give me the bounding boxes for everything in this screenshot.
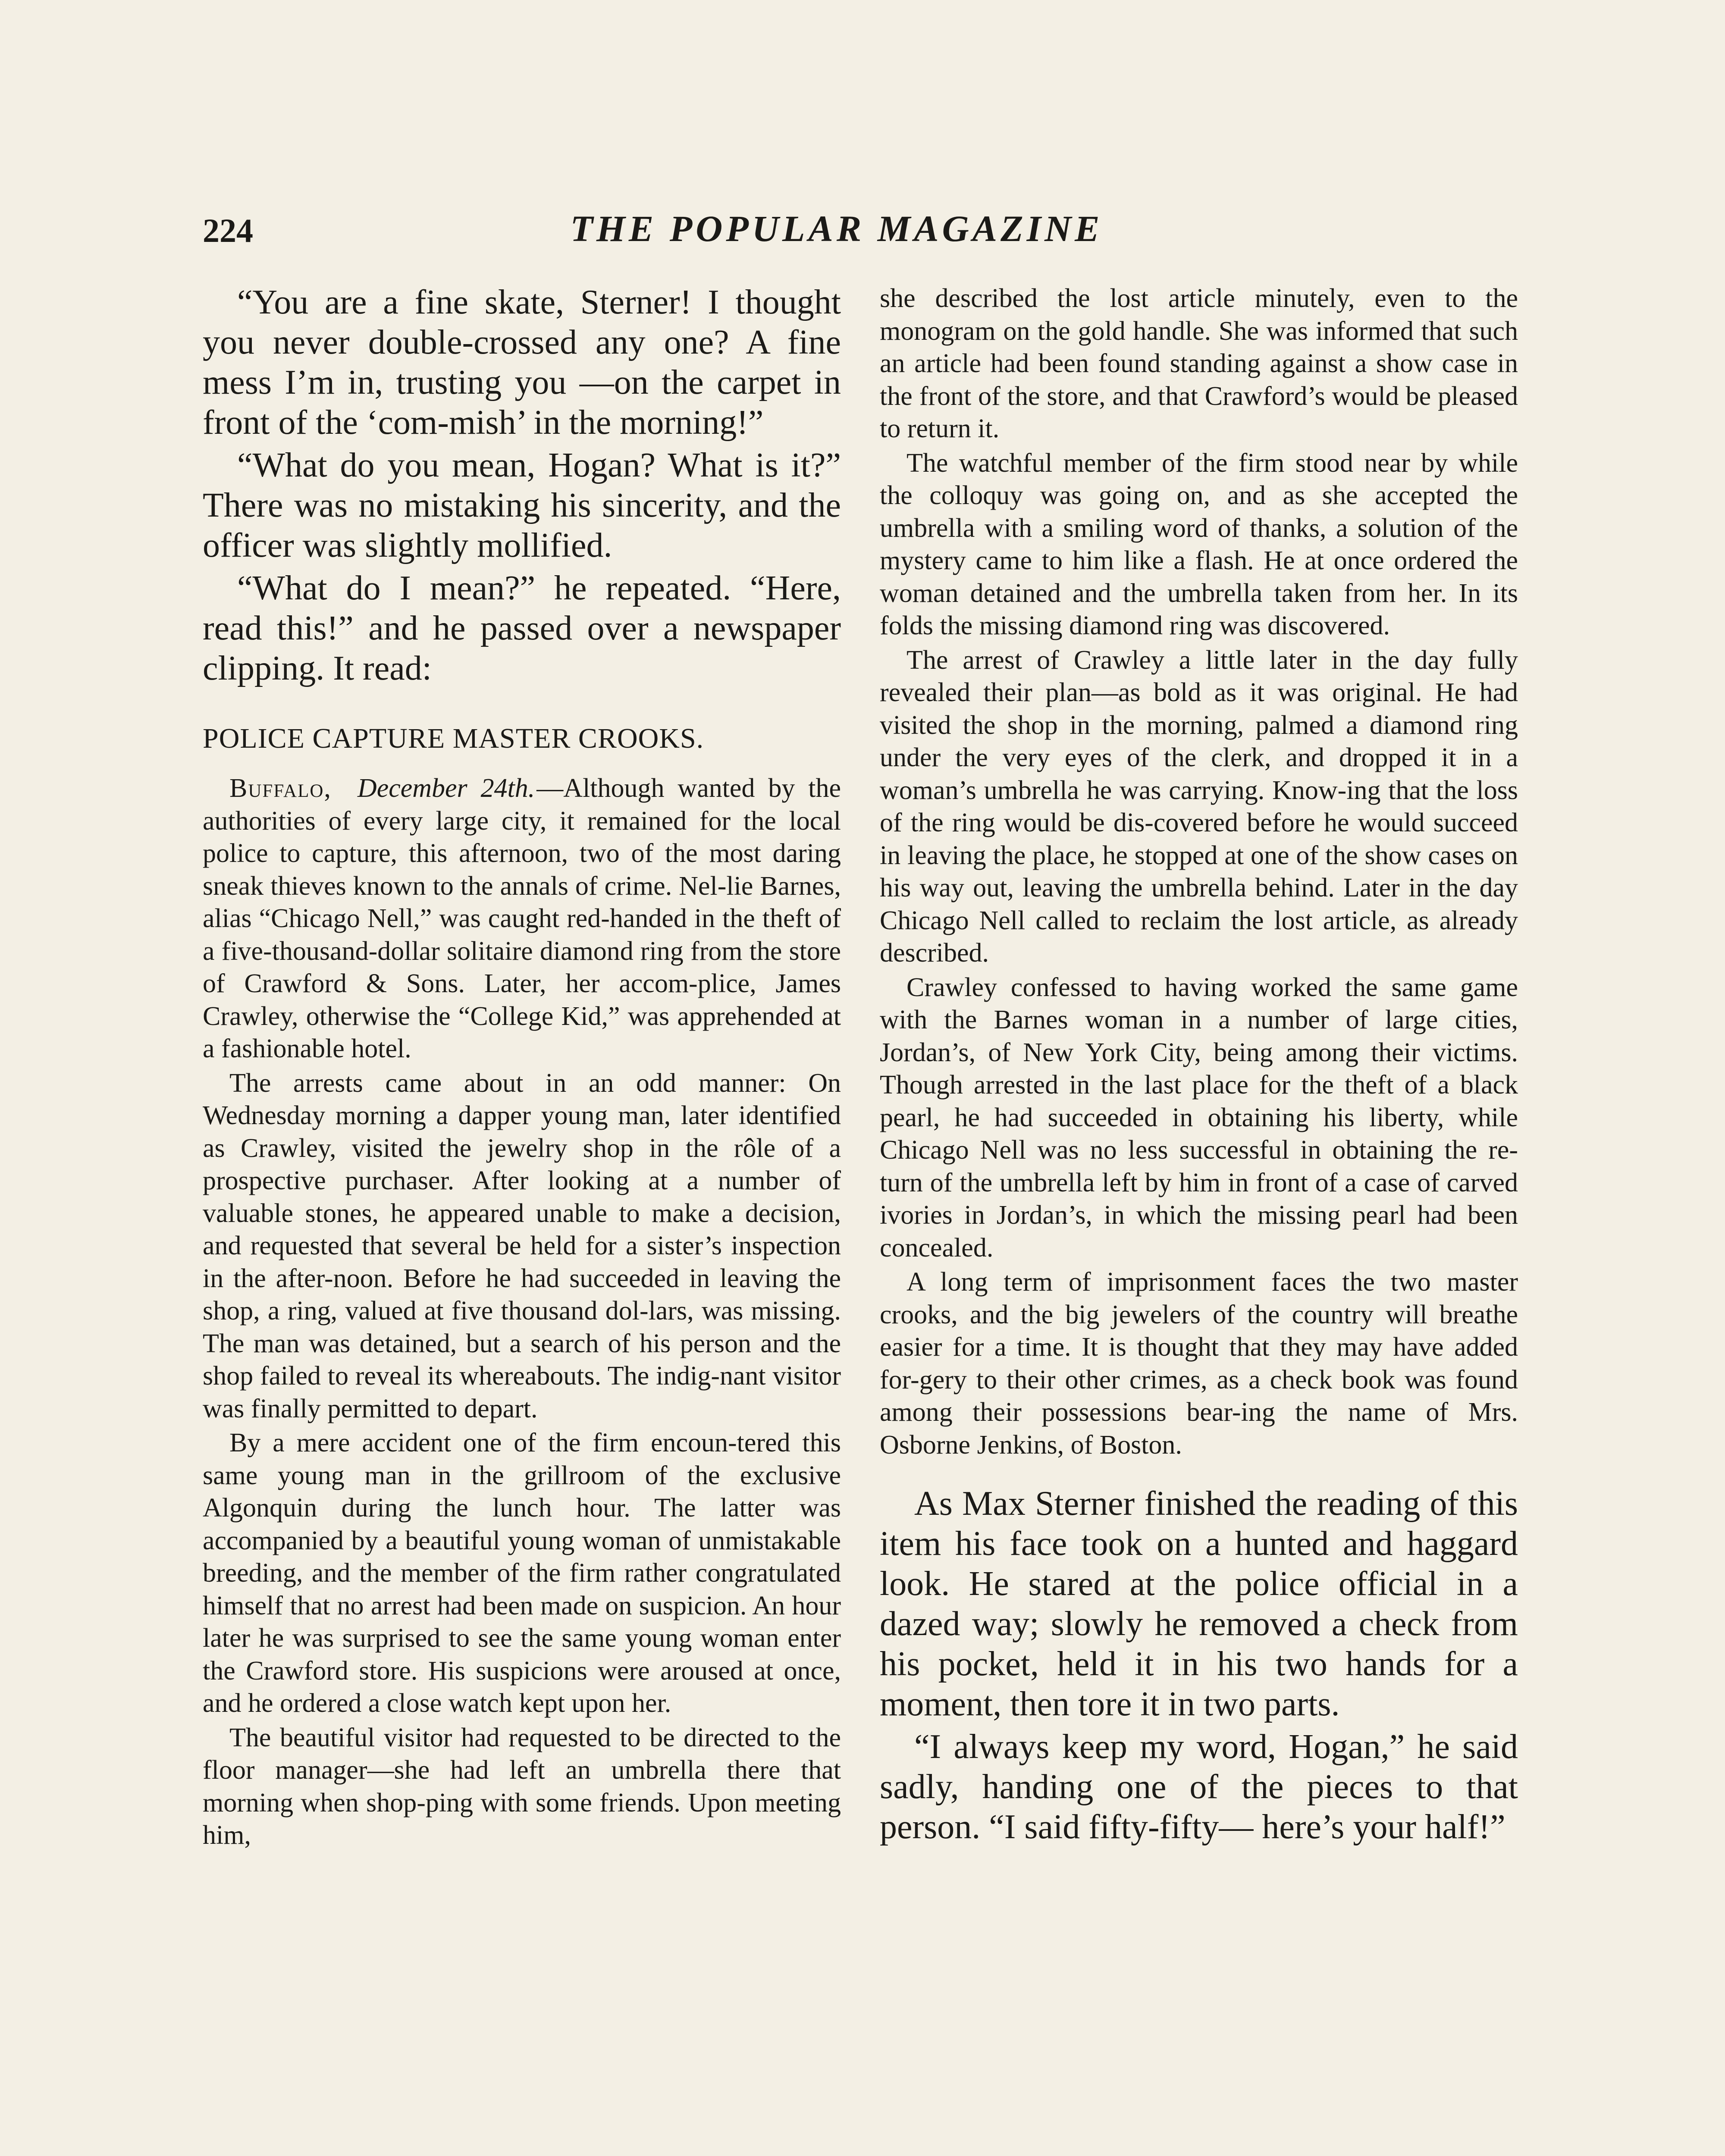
dateline-city: Buffalo, <box>229 774 332 803</box>
section-spacer <box>880 1463 1518 1484</box>
story-paragraph: As Max Sterner finished the reading of this item his face took on a hunted and haggard look. He stared at the police official in a dazed way; slowly he removed a check from his pocket, held it in his two hands for a moment, then tore it in two parts. <box>880 1485 1518 1723</box>
article-paragraph: The arrests came about in an odd manner: On Wednesday morning a dapper young man, later identified as Crawley, visited the jewelry shop in the rôle of a prospective purchaser. After looking at a number of valuable stones, he appeared unable to make a decision, and requested that several be held for a sister’s inspection in the after-noon. Before he had succeeded in leaving the shop, a ring, valued at five thousand dol-lars, was missing. The man was detained, but a search of his person and the shop failed to reveal its whereabouts. The indig-nant visitor was finally permitted to depart. <box>203 1068 841 1423</box>
article-paragraph: The beautiful visitor had requested to be directed to the floor manager—she had left an umbrella there that morning when shop-ping with some friends. Upon meeting him, <box>203 1723 841 1850</box>
article-paragraph: A long term of imprisonment faces the two master crooks, and the big jewelers of the country will breathe easier for a time. It is thought that they may have added for-gery to their other crimes, as a check book was found among their possessions bear-ing the name of Mrs. Osborne Jenkins, of Boston. <box>880 1267 1518 1460</box>
article-first-paragraph-text: —Although wanted by the authorities of every large city, it remained for the local police to capture, this afternoon, two of the most daring sneak thieves known to the annals of crime. Nel-lie Barnes, alias “Chicago Nell,” was caught red-handed in the theft of a five-thousand-dollar solitaire diamond ring from the store of Crawford & Sons. Later, her accom-plice, James Crawley, otherwise the “College Kid,” was apprehended at a fashionable hotel. <box>203 774 841 1063</box>
story-paragraph: “I always keep my word, Hogan,” he said sadly, handing one of the pieces to that person. “I said fifty-fifty— here’s your half!” <box>880 1728 1518 1846</box>
story-paragraph: “You are a fine skate, Sterner! I thought you never double-crossed any one? A fine mess I’m in, trusting you —on the carpet in front of the ‘com-mish’ in the morning!” <box>203 283 841 442</box>
article-paragraph: By a mere accident one of the firm encoun-tered this same young man in the grillroom of the exclusive Algonquin during the lunch hour. The latter was accompanied by a beautiful young woman of unmistakable breeding, and the member of the firm rather congratulated himself that no arrest had been made on suspicion. An hour later he was surprised to see the same young woman enter the Crawford store. His suspicions were aroused at once, and he ordered a close watch kept upon her. <box>203 1428 841 1718</box>
article-headline: POLICE CAPTURE MASTER CROOKS. <box>203 723 704 754</box>
page-number: 224 <box>203 212 253 249</box>
article-paragraph-continued: she described the lost article minutely, even to the monogram on the gold handle. She was informed that such an article had been found standing against a show case in the front of the store, and that Crawford’s would be pleased to return it. <box>880 284 1518 443</box>
story-paragraph: “What do I mean?” he repeated. “Here, read this!” and he passed over a newspaper clipping. It read: <box>203 569 841 687</box>
right-column <box>880 282 1518 1850</box>
article-paragraph: The watchful member of the firm stood near by while the colloquy was going on, and as she accepted the umbrella with a smiling word of thanks, a solution of the mystery came to him like a flash. He at once ordered the woman detained and the umbrella taken from her. In its folds the missing diamond ring was discovered. <box>880 448 1518 640</box>
article-paragraph: The arrest of Crawley a little later in the day fully revealed their plan—as bold as it was original. He had visited the shop in the morning, palmed a diamond ring under the very eyes of the clerk, and dropped it in a woman’s umbrella he was carrying. Know-ing that the loss of the ring would be dis-covered before he would succeed in leaving the place, he stopped at one of the show cases on his way out, leaving the umbrella behind. Later in the day Chicago Nell called to reclaim the lost article, as already described. <box>880 645 1518 968</box>
running-head: THE POPULAR MAGAZINE <box>570 208 1103 249</box>
article-first-paragraph <box>203 772 841 1065</box>
article-paragraph: Crawley confessed to having worked the same game with the Barnes woman in a number of large cities, Jordan’s, of New York City, being among their victims. Though arrested in the last place for the theft of a black pearl, he had succeeded in obtaining his liberty, while Chicago Nell was no less successful in obtaining the re-turn of the umbrella left by him in front of a case of carved ivories in Jordan’s, in which the missing pearl had been concealed. <box>880 972 1518 1263</box>
dateline-date: December 24th. <box>357 774 535 803</box>
story-paragraph: “What do you mean, Hogan? What is it?” There was no mistaking his sincerity, and the officer was slightly mollified. <box>203 446 841 564</box>
left-column <box>203 282 841 1854</box>
page-header <box>203 203 1471 259</box>
